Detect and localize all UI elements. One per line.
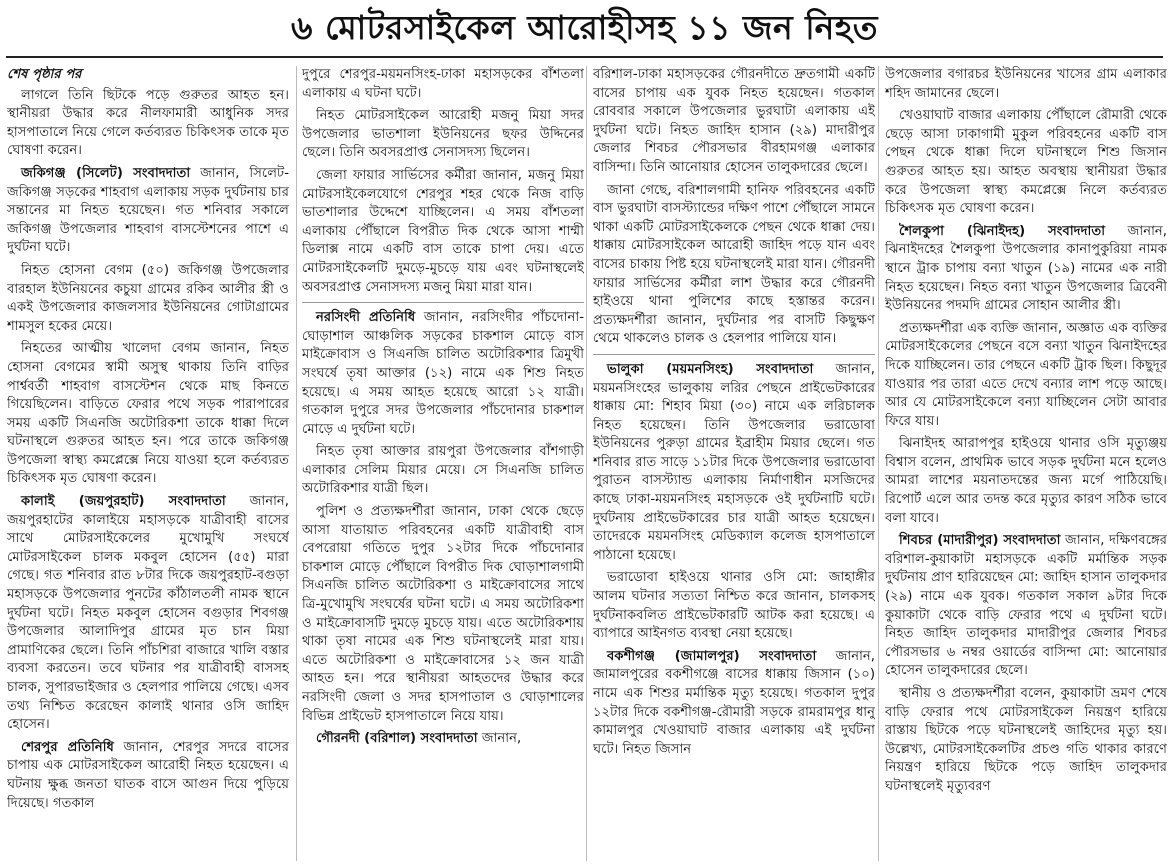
column-1	[7, 66, 289, 866]
paragraph-text: জানান, জামালপুরের বকশীগঞ্জে বাসের ধাক্কায় জিসান (১০) নামে এক শিশুর মর্মান্তিক মৃত্যু হয়েছে। গতকাল দুপুর ১২টার দিকে বকশীগঞ্জ-রৌমারী সড়কে রামরামপুর ধানু কামালপুর খেওয়াঘাট বাজার এলাকায় এই দুর্ঘটনা ঘটে। নিহত জিসান	[593, 648, 875, 757]
paragraph	[302, 730, 584, 749]
paragraph: লাগলে তিনি ছিটকে পড়ে গুরুতর আহত হন। স্থানীয়রা উদ্ধার করে নীলফামারী আধুনিক সদর হাসপাতালে নিয়ে গেলে কর্তব্যরত চিকিৎসক তাকে মৃত ঘোষণা করেন।	[7, 87, 289, 159]
paragraph: নিহত মোটরসাইকেল আরোহী মজনু মিয়া সদর উপজেলার ভাতশালা ইউনিয়নের ছফর উদ্দিনের ছেলে। তিনি অবসরপ্রাপ্ত সেনাসদস্য ছিলেন।	[302, 108, 584, 161]
section-divider	[302, 302, 584, 303]
paragraph-text: জানান, জয়পুরহাটের কালাইয়ে মহাসড়কে যাত্রীবাহী বাসের সাথে মোটরসাইকেলের মুখোমুখি সংঘর্ষে মোটরসাইকেল চালক মকবুল হোসেন (৫৫) মারা গেছে। গত শনিবার রাত ৮টার দিকে জয়পুরহাট-বগুড়া মহাসড়কে উপজেলার পুনটের কাঁঠালতলী নামক স্থানে দুর্ঘটনা ঘটে। নিহত মকবুল হোসেন বগুড়ার শিবগঞ্জ উপজেলার আলাদিপুর গ্রামের মৃত চান মিয়া প্রামাণিকের ছেলে। তিনি পাঁচশিরা বাজারে খালি বস্তার ব্যবসা করতেন। তবে ঘটনার পর যাত্রীবাহী বাসসহ চালক, সুপারভাইজার ও হেলপার পালিয়ে গেছে। এসব তথ্য নিশ্চিত করেছেন কালাই থানার ওসি জাহিদ হোসেন।	[7, 494, 289, 733]
paragraph: নিহতের আত্মীয় খালেদা বেগম জানান, নিহত হোসনা বেগমের স্বামী অসুস্থ থাকায় তিনি বাড়ির পার্শ্ববর্তী শাহবাগ বাসস্টেশন থেকে মাছ কিনতে গিয়েছিলেন। বাড়িতে ফেরার পথে সড়ক পারাপারের সময় একটি সিএনজি অটোরিকশা তাকে ধাক্কা দিলে ঘটনাস্থলে গুরুতর আহত হন। পরে তাকে জকিগঞ্জ উপজেলা স্বাস্থ্য কমপ্লেক্সে নিয়ে যাওয়া হলে কর্তব্যরত চিকিৎসক মৃত ঘোষণা করেন।	[7, 341, 289, 487]
byline: কালাই (জয়পুরহাট) সংবাদদাতা	[21, 494, 226, 510]
column-divider	[878, 66, 879, 861]
byline: শেরপুর প্রতিনিধি	[21, 739, 114, 755]
paragraph: ভরাডোবা হাইওয়ে থানার ওসি মো: জাহাঙ্গীর আলম ঘটনার সত্যতা নিশ্চিত করে জানান, চালকসহ দুর্ঘটনাকবলিত প্রাইভেটকারটি আটক করা হয়েছে। এ ব্যাপারে আইনগত ব্যবস্থা নেয়া হয়েছে।	[593, 570, 875, 642]
column-divider	[586, 66, 587, 861]
paragraph-text: জানান, ময়মনসিংহের ভালুকায় লরির পেছনে প্রাইভেটকারের ধাক্কায় মো: শিহাব মিয়া (৩০) নামে এক লরিচালক নিহত হয়েছেন। তিনি উপজেলার ভরাডোবা ইউনিয়নের পুরুড়া গ্রামের ইব্রাহীম মিয়ার ছেলে। গত শনিবার রাত সাড়ে ১১টার দিকে উপজেলার ভরাডোবা পুরাতন বাসস্ট্যান্ড এলাকায় নির্মাণাধীন মসজিদের কাছে ঢাকা-ময়মনসিংহ মহাসড়কে ওই দুর্ঘটনাটি ঘটে। দুর্ঘটনায় প্রাইভেটকারের চার যাত্রী আহত হয়েছেন। তাদেরকে ময়মনসিংহ মেডিক্যাল কলেজ হাসপাতালে পাঠানো হয়েছে।	[593, 361, 875, 563]
continuation-kicker: শেষ পৃষ্ঠার পর	[7, 67, 82, 82]
paragraph-text: জানান, শেরপুর সদরে বাসের চাপায় এক মোটরসাইকেল আরোহী নিহত হয়েছেন। এ ঘটনায় ক্ষুব্ধ জনতা ঘাতক বাসে আগুন দিয়ে পুড়িয়ে দিয়েছে। গতকাল	[7, 739, 289, 811]
paragraph: প্রত্যক্ষদর্শীরা এক ব্যক্তি জানান, অজ্ঞাত এক ব্যক্তির মোটরসাইকেলের পেছনে বসে বন্যা খাতুন ঝিনাইদহের দিকে যাচ্ছিলেন। তার পেছনে একটি ট্রাক ছিল। কিছুদূর যাওয়ার পর তারা এতে দেখে বন্যার লাশ পড়ে আছে। আর যে মোটরসাইকেলে বন্যা যাচ্ছিলেন সেটা আবার ফিরে যায়।	[885, 320, 1167, 429]
paragraph: খেওয়াঘাট বাজার এলাকায় পৌঁছালে রৌমারী থেকে ছেড়ে আসা ঢাকাগামী মুকুল পরিবহনের একটি বাস পেছন থেকে ধাক্কা দিলে ঘটনাস্থলে শিশু জিসান গুরুতর আহত হয়। আহত অবস্থায় স্থানীয়রা উদ্ধার করে উপজেলা স্বাস্থ্য কমপ্লেক্সে নিলে কর্তব্যরত চিকিৎসক মৃত ঘোষণা করেন।	[885, 108, 1167, 217]
paragraph: জানা গেছে, বরিশালগামী হানিফ পরিবহনের একটি বাস ভুরঘাটা বাসস্ট্যান্ডের দক্ষিণ পাশে পৌঁছালে সামনে থাকা একটি মোটরসাইকেলকে পেছন থেকে ধাক্কা দেয়। ধাক্কায় মোটরসাইকেল আরোহী জাহিদ পড়ে যান এবং বাসের চাকায় পিষ্ট হয়ে ঘটনাস্থলেই মারা যান। গৌরনদী ফায়ার সার্ভিসের কর্মীরা লাশ উদ্ধার করে গৌরনদী হাইওয়ে থানা পুলিশের কাছে হস্তান্তর করেন। প্রত্যক্ষদর্শীরা জানান, দুর্ঘটনার পর বাসটি কিছুক্ষণ থেমে থাকলেও চালক ও হেলপার পালিয়ে যান।	[593, 182, 875, 347]
column-4	[885, 66, 1167, 866]
paragraph: দুপুরে শেরপুর-ময়মনসিংহ-ঢাকা মহাসড়কের বাঁশতলা এলাকায় এ ঘটনা ঘটে।	[302, 67, 584, 101]
byline: শৈলকুপা (ঝিনাইদহ) সংবাদদাতা	[899, 223, 1106, 239]
byline: শিবচর (মাদারীপুর) সংবাদদাতা	[899, 533, 1061, 549]
paragraph	[885, 532, 1167, 681]
paragraph: নিহত হোসনা বেগম (৫০) জকিগঞ্জ উপজেলার বারহাল ইউনিয়নের কচুয়া গ্রামের রকিব আলীর স্ত্রী ও একই উপজেলার কাজলসার ইউনিয়নের গোটাগ্রামের শামসুল হকের মেয়ে।	[7, 262, 289, 334]
byline: নরসিংদী প্রতিনিধি	[316, 310, 416, 326]
paragraph: স্থানীয় ও প্রত্যক্ষদর্শীরা বলেন, কুয়াকাটা ভ্রমণ শেষে বাড়ি ফেরার পথে মোটরসাইকেল নিয়ন্ত্রণ হারিয়ে রাস্তায় ছিটকে পড়ে ঘটনাস্থলেই জাহিদের মৃত্যু হয়। উল্লেখ্য, মোটরসাইকেলটির প্রচণ্ড গতি থাকার কারণে নিয়ন্ত্রণ হারিয়ে ছিটকে পড়ে জাহিদ তালুকদার ঘটনাস্থলেই মৃত্যুবরণ	[885, 686, 1167, 794]
paragraph	[593, 648, 875, 760]
paragraph-text: জানান, নরসিংদীর পাঁচদোনা-ঘোড়াশাল আঞ্চলিক সড়কের চাকশাল মোড়ে বাস মাইক্রোবাস ও সিএনজি চালিত অটোরিকশার ত্রিমুখী সংঘর্ষে তৃষা আক্তার (১২) নামে এক শিশু নিহত হয়েছে। এ সময় আহত হয়েছে আরো ১২ যাত্রী। গতকাল দুপুরে সদর উপজেলার পাঁচদোনার চাকশাল মোড়ে এ দুর্ঘটনা ঘটে।	[302, 310, 584, 437]
paragraph: ঝিনাইদহ আরাপপুর হাইওয়ে থানার ওসি মৃত্যুঞ্জয় বিশ্বাস বলেন, প্রাথমিক ভাবে সড়ক দুর্ঘটনা মনে হলেও আমরা লাশের ময়নাতদন্তের জন্য মর্গে পাঠিয়েছি। রিপোর্ট এলে আর তদন্ত করে মৃত্যুর কারণ সঠিক ভাবে বলা যাবে।	[885, 436, 1167, 526]
column-2	[302, 66, 584, 866]
paragraph-text: জানান, সিলেট-জকিগঞ্জ সড়কের শাহবাগ এলাকায় সড়ক দুর্ঘটনায় চার সন্তানের মা নিহত হয়েছেন। গত শনিবার সকালে জকিগঞ্জ উপজেলার শাহবাগ বাসস্টেশনের পাশে এ দুর্ঘটনা ঘটে।	[7, 165, 289, 256]
paragraph	[7, 739, 289, 813]
headline-rule	[6, 56, 1163, 58]
column-divider	[296, 66, 297, 861]
paragraph	[885, 223, 1167, 316]
page-title: ৬ মোটরসাইকেল আরোহীসহ ১১ জন নিহত	[291, 8, 878, 47]
paragraph-text: জানান,	[481, 731, 522, 747]
paragraph: জেলা ফায়ার সার্ভিসের কর্মীরা জানান, মজনু মিয়া মোটরসাইকেলযোগে শেরপুর শহর থেকে নিজ বাড়ি ভাতশালার উদ্দেশে যাচ্ছিলেন। এ সময় বাঁশতলা এলাকায় পৌঁছালে বিপরীত দিক থেকে আসা শাম্মী ডিলাক্স নামে একটি বাস তাকে চাপা দেয়। এতে মোটরসাইকেলটি দুমড়ে-মুচড়ে যায় এবং ঘটনাস্থলেই অবসরপ্রাপ্ত সেনাসদস্য মজনু মিয়া মারা যান।	[302, 167, 584, 295]
paragraph	[593, 361, 875, 566]
byline: ভালুকা (ময়মনসিংহ) সংবাদদাতা	[607, 361, 814, 377]
byline: জকিগঞ্জ (সিলেট) সংবাদদাতা	[21, 165, 191, 181]
paragraph: পুলিশ ও প্রত্যক্ষদর্শীরা জানান, ঢাকা থেকে ছেড়ে আসা যাতায়াত পরিবহনের একটি যাত্রীবাহী বাস বেপরোয়া গতিতে দুপুর ১২টার দিকে পাঁচদোনার চাকশাল মোড়ে পৌঁছালে বিপরীত দিক ঘোড়াশালগামী সিএনজি চালিত অটোরিকশা ও মাইক্রোবাসের সাথে ত্রি-মুখোমুখি সংঘর্ষের ঘটনা ঘটে। এ সময় অটোরিকশা ও মাইক্রোবাসটি দুমড়ে মুচড়ে যায়। এতে অটোরিকশায় থাকা তৃষা নামের এক শিশু ঘটনাস্থলেই মারা যায়। এতে অটোরিকশা ও মাইক্রোবাসের ১২ জন যাত্রী আহত হন। পরে স্থানীয়রা আহতদের উদ্ধার করে নরসিংদী জেলা ও সদর হাসপাতাল ও ঘোড়াশালের বিভিন্ন প্রাইভেট হাসপাতালে নিয়ে যায়।	[302, 504, 584, 724]
paragraph-text: জানান, ঝিনাইদহের শৈলকুপা উপজেলার কানাপুকুরিয়া নামক স্থানে ট্রাক চাপায় বন্যা খাতুন (১৯) নামের এক নারী নিহত হয়েছেন। নিহত বন্যা খাতুন উপজেলার ত্রিবেনী ইউনিয়নের পদমদি গ্রামের সোহান আলীর স্ত্রী।	[885, 223, 1167, 314]
section-divider	[593, 354, 875, 355]
byline: বকশীগঞ্জ (জামালপুর) সংবাদদাতা	[607, 648, 817, 664]
paragraph	[7, 493, 289, 735]
column-3	[593, 66, 875, 866]
paragraph	[7, 165, 289, 258]
byline: গৌরনদী (বরিশাল) সংবাদদাতা	[316, 731, 478, 747]
paragraph	[302, 309, 584, 439]
paragraph: বরিশাল-ঢাকা মহাসড়কের গৌরনদীতে দ্রুতগামী একটি বাসের চাপায় এক যুবক নিহত হয়েছেন। গতকাল রোববার সকালে উপজেলার ভুরঘাটা এলাকায় এই দুর্ঘটনা ঘটে। নিহত জাহিদ হাসান (২৯) মাদারীপুর জেলার শিবচর পৌরসভার বীরহামগঞ্জ এলাকার বাসিন্দা। তিনি আনোয়ার হোসেন তালুকদারের ছেলে।	[593, 67, 875, 175]
paragraph-text: জানান, দক্ষিণবঙ্গের বরিশাল-কুয়াকাটা মহাসড়কে একটি মর্মান্তিক সড়ক দুর্ঘটনায় প্রাণ হারিয়েছেন মো: জাহিদ হাসান তালুকদার (২৯) নামে এক যুবক। গতকাল সকাল ৯টার দিকে কুয়াকাটা থেকে বাড়ি ফেরার পথে এ দুর্ঘটনা ঘটে। নিহত জাহিদ তালুকদার মাদারীপুর জেলার শিবচর পৌরসভার ৬ নম্বর ওয়ার্ডের বাসিন্দা মো: আনোয়ার হোসেন তালুকদারের ছেলে।	[885, 533, 1167, 679]
paragraph: নিহত তৃষা আক্তার রায়পুরা উপজেলার বাঁশগাড়ী এলাকার সেলিম মিয়ার মেয়ে। সে সিএনজি চালিত অটোরিকশার যাত্রী ছিল।	[302, 444, 584, 497]
paragraph: উপজেলার বগারচর ইউনিয়নের খাসের গ্রাম এলাকার শহিদ জামানের ছেলে।	[885, 67, 1167, 101]
